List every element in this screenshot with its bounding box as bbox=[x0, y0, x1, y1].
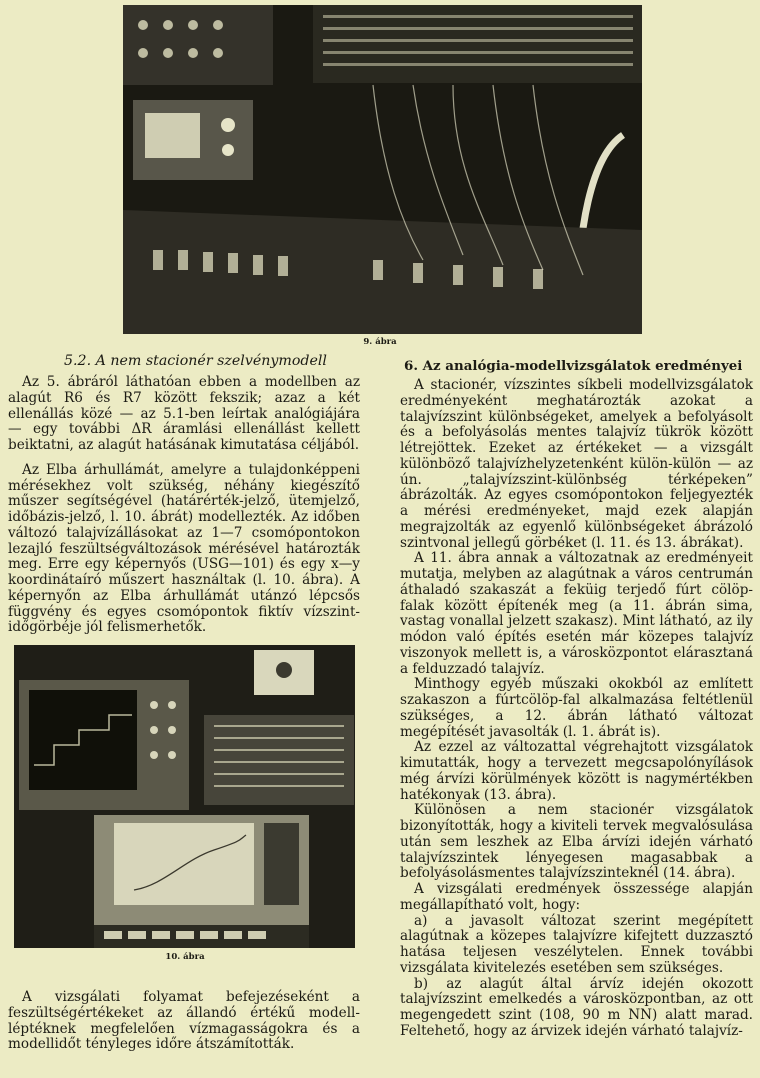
right-paragraph-8: b) az alagút által árvíz idején okozott talajvízszint emelkedés a városközpontban, az ott megengedett szint (108, 90 m NN) alatt marad. Feltehető, hogy az árvizek idején várható talajvíz- bbox=[400, 975, 753, 1039]
right-paragraph-4: Az ezzel az változattal végrehajtott vizsgálatok kimutatták, hogy a tervezett megcsapolónyílások még árvízi körülmények között is nagymértékben hatékonyak (13. ábra). bbox=[400, 739, 753, 803]
left-section-title: 5.2. A nem stacionér szelvénymodell bbox=[64, 353, 327, 369]
right-paragraph-2: A 11. ábra annak a változatnak az eredményeit mutatja, melyben az alagútnak a város centrumán áthaladó szakaszát a feküig terjedő fúrt cölöp-falak között építenék meg (a 11. ábrán sima, vastag vonallal jelzett szakasz). Mint látható, az ily módon való építés esetén már közepes talajvíz viszonyok mellett is, a városközpontot elárasztaná a felduzzadó talajvíz. bbox=[400, 550, 753, 677]
figure-10-photo bbox=[14, 645, 355, 948]
left-paragraph-2: Az Elba árhullámát, amelyre a tulajdonképpeni mérésekhez volt szükség, néhány kiegészítő műszer segítségével (határérték-jelző, ütemjelző, időbázis-jelző, l. 10. ábrát) modellezték. Az időben változó talajvízállásokat az 1—7 csomópontokon lezajló feszültségváltozások mérésével határozták meg. Erre egy képernyős (USG—101) és egy x—y koordinátaíró műszert használtak (l. 10. ábra). A képernyőn az Elba árhullámát utánzó lépcsős függvény és egyes csomópontok fiktív vízszint-időgörbéje jól felismerhetők. bbox=[8, 461, 360, 636]
left-bottom-paragraph: A vizsgálati folyamat befejezéseként a feszültségértékeket az állandó értékű modell-léptéknek megfelelően vízmagasságokra és a modellidőt tényleges időre átszámították. bbox=[8, 989, 360, 1053]
right-paragraph-7: a) a javasolt változat szerint megépített alagútnak a közepes talajvízre kifejtett duzzasztó hatása teljesen veszélytelen. Ennek további vizsgálata kivitelezés esetében sem szükséges. bbox=[400, 912, 753, 976]
figure-10-caption: 10. ábra bbox=[165, 952, 205, 962]
left-column-text bbox=[8, 375, 360, 636]
right-paragraph-5: Különösen a nem stacionér vizsgálatok bizonyították, hogy a kiviteli tervek megvalósulása után sem leszhek az Elba árvízi idején várható talajvízszintek lényegesen magasabbak a befolyásolásmentes talajvízszinteknél (14. ábra). bbox=[400, 802, 753, 882]
right-paragraph-1: A stacionér, vízszintes síkbeli modellvizsgálatok eredményeként meghatározták azokat a talajvízszint különbségeket, amelyek a befolyásolt és a befolyásolás mentes talajvíz tükrök között létrejöttek. Ezeket az értékeket — a vizsgált különböző talajvízhelyzetenként külön-külön — az ún. „talajvízszint-különbség térképeken” ábrázolták. Az egyes csomópontokon feljegyezték a mérési eredményeket, majd ezek alapján megrajzolták az egyenlő különbségeket ábrázoló szintvonal jellegű görbéket (l. 11. és 13. ábrákat). bbox=[400, 377, 753, 551]
right-paragraph-3: Minthogy egyéb műszaki okokból az említett szakaszon a fúrtcölöp-fal alkalmazása feltétlenül szükséges, a 12. ábrán látható változat megépítését javasolták (l. 1. ábrát is). bbox=[400, 676, 753, 740]
left-bottom-text bbox=[8, 990, 360, 1053]
right-section-title: 6. Az analógia-modellvizsgálatok eredményei bbox=[404, 358, 743, 374]
right-column-text bbox=[400, 378, 753, 1040]
right-paragraph-6: A vizsgálati eredmények összessége alapján megállapítható volt, hogy: bbox=[400, 881, 753, 913]
figure-9-caption: 9. ábra bbox=[363, 337, 397, 347]
left-paragraph-1: Az 5. ábráról láthatóan ebben a modellben az alagút R6 és R7 között fekszik; azaz a két ellenállás közé — az 5.1-ben leírtak analógiájára — egy további ΔR áramlási ellenállást kellett beiktatni, az alagút hatásának kimutatása céljából. bbox=[8, 374, 360, 453]
figure-9-photo bbox=[123, 5, 642, 334]
